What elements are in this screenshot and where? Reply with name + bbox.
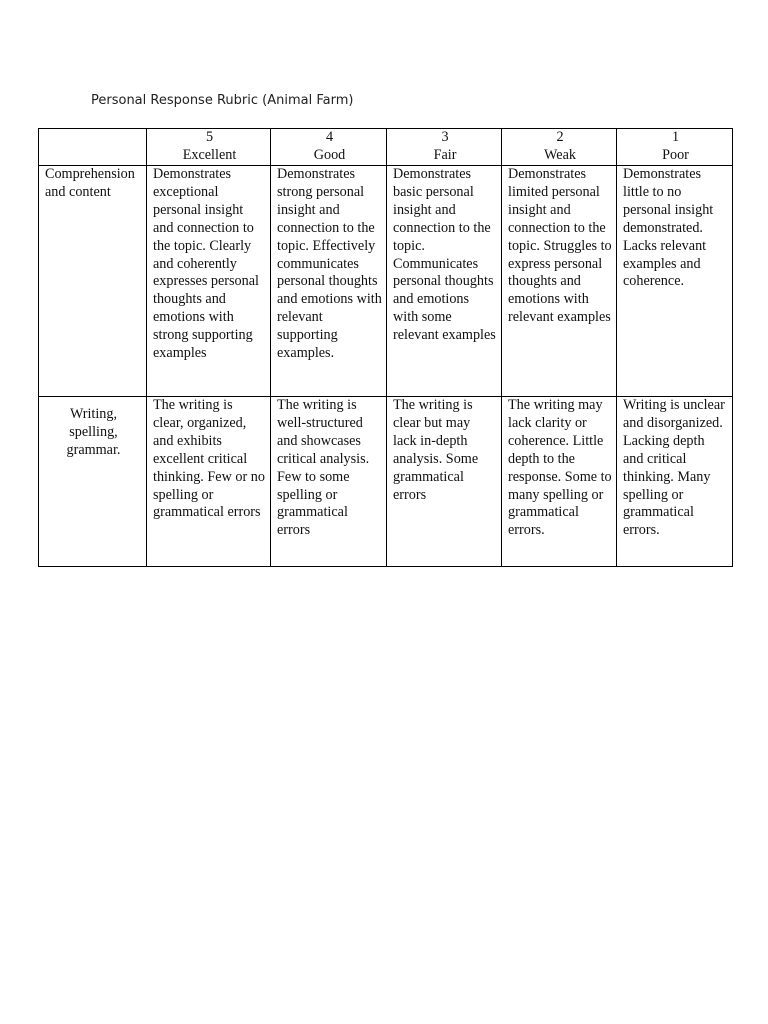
descriptor-cell: The writing is clear, organized, and exhibits excellent critical thinking. Few or no spelling or grammatical errors bbox=[147, 397, 271, 567]
column-header-excellent bbox=[147, 129, 271, 166]
descriptor-cell: The writing may lack clarity or coherence. Little depth to the response. Some to many spelling or grammatical errors. bbox=[502, 397, 617, 567]
page-title: Personal Response Rubric (Animal Farm) bbox=[91, 93, 354, 108]
descriptor-cell: Demonstrates basic personal insight and connection to the topic. Communicates personal thoughts and emotions with some relevant examples bbox=[387, 166, 502, 397]
criterion-label: Comprehension and content bbox=[39, 166, 147, 397]
score-value: 5 bbox=[205, 129, 214, 145]
column-header-weak bbox=[502, 129, 617, 166]
table-row-comprehension bbox=[39, 166, 733, 397]
score-value: 4 bbox=[325, 129, 334, 145]
score-value: 3 bbox=[441, 129, 449, 145]
score-value: 1 bbox=[671, 129, 680, 145]
descriptor-cell: Demonstrates limited personal insight and connection to the topic. Struggles to express personal thoughts and emotions with relevant examples bbox=[502, 166, 617, 397]
header-row bbox=[39, 129, 733, 166]
descriptor-cell: Demonstrates strong personal insight and connection to the topic. Effectively communicates personal thoughts and emotions with relevant supporting examples. bbox=[271, 166, 387, 397]
score-label: Poor bbox=[662, 146, 689, 163]
column-header-poor bbox=[617, 129, 733, 166]
rubric-table bbox=[38, 128, 733, 567]
table-row-writing bbox=[39, 397, 733, 567]
descriptor-cell: Writing is unclear and disorganized. Lacking depth and critical thinking. Many spelling or grammatical errors. bbox=[617, 397, 733, 567]
descriptor-cell: The writing is well-structured and showcases critical analysis. Few to some spelling or grammatical errors bbox=[271, 397, 387, 567]
descriptor-cell: The writing is clear but may lack in-depth analysis. Some grammatical errors bbox=[387, 397, 502, 567]
score-label: Fair bbox=[433, 146, 457, 163]
score-label: Weak bbox=[544, 146, 576, 163]
column-header-fair bbox=[387, 129, 502, 166]
descriptor-cell: Demonstrates little to no personal insight demonstrated. Lacks relevant examples and coherence. bbox=[617, 166, 733, 397]
score-label: Excellent bbox=[182, 146, 237, 163]
score-value: 2 bbox=[556, 129, 564, 145]
corner-cell bbox=[39, 129, 147, 166]
score-label: Good bbox=[313, 146, 346, 163]
descriptor-cell: Demonstrates exceptional personal insight and connection to the topic. Clearly and coherently expresses personal thoughts and emotions with strong supporting examples bbox=[147, 166, 271, 397]
criterion-label: Writing, spelling, grammar. bbox=[39, 397, 147, 567]
column-header-good bbox=[271, 129, 387, 166]
